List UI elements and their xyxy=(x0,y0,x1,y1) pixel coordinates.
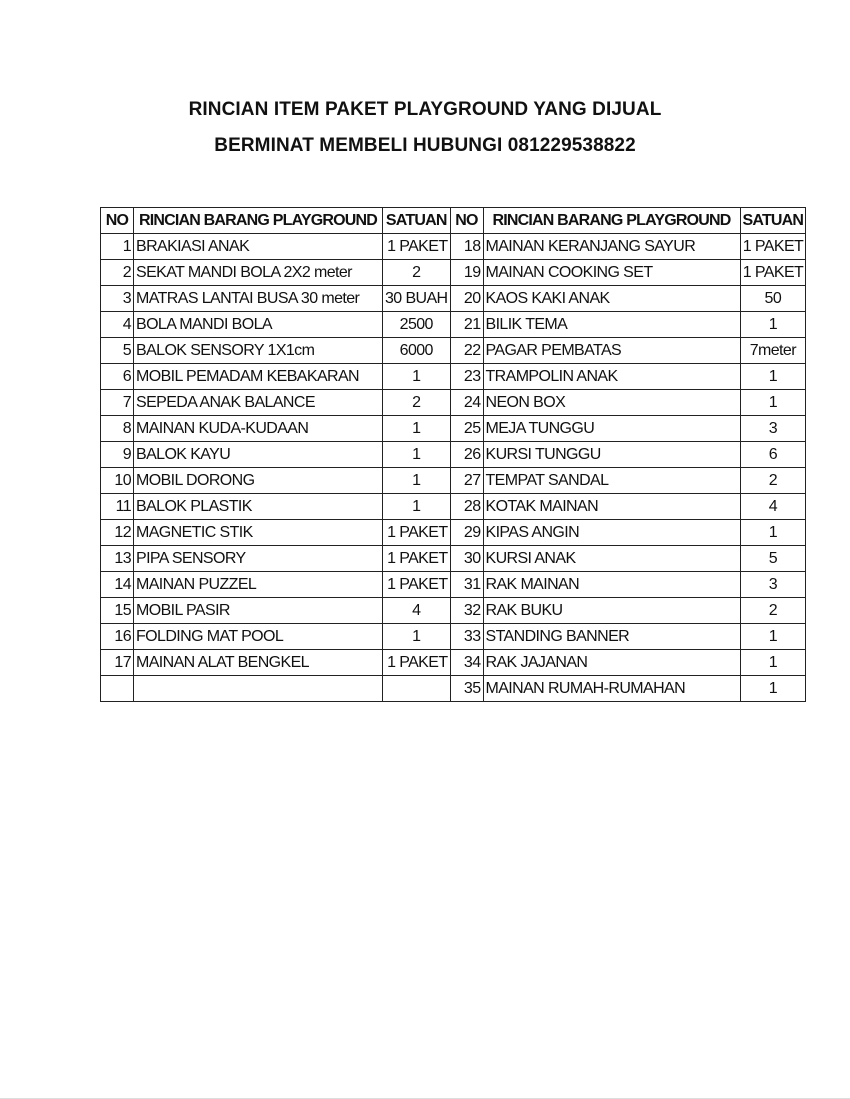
item-unit: 2 xyxy=(740,468,806,494)
item-name: BOLA MANDI BOLA xyxy=(134,312,383,338)
header-name: RINCIAN BARANG PLAYGROUND xyxy=(483,208,740,234)
empty-cell xyxy=(101,676,134,702)
item-number: 5 xyxy=(101,338,134,364)
item-unit: 2500 xyxy=(383,312,451,338)
item-number: 25 xyxy=(450,416,483,442)
table-row xyxy=(101,416,806,442)
item-name: TEMPAT SANDAL xyxy=(483,468,740,494)
item-name: MAINAN RUMAH-RUMAHAN xyxy=(483,676,740,702)
item-unit: 3 xyxy=(740,416,806,442)
item-number: 31 xyxy=(450,572,483,598)
item-unit: 1 xyxy=(740,520,806,546)
item-name: BALOK SENSORY 1X1cm xyxy=(134,338,383,364)
table-row xyxy=(101,312,806,338)
item-name: KOTAK MAINAN xyxy=(483,494,740,520)
item-unit: 1 xyxy=(383,624,451,650)
item-number: 17 xyxy=(101,650,134,676)
item-name: KURSI TUNGGU xyxy=(483,442,740,468)
item-number: 15 xyxy=(101,598,134,624)
item-name: SEPEDA ANAK BALANCE xyxy=(134,390,383,416)
item-unit: 1 xyxy=(383,494,451,520)
item-name: MEJA TUNGGU xyxy=(483,416,740,442)
table-row xyxy=(101,598,806,624)
item-unit: 4 xyxy=(740,494,806,520)
item-unit: 1 xyxy=(740,676,806,702)
item-number: 24 xyxy=(450,390,483,416)
item-number: 10 xyxy=(101,468,134,494)
table-row xyxy=(101,624,806,650)
item-unit: 1 PAKET xyxy=(383,234,451,260)
item-number: 22 xyxy=(450,338,483,364)
item-name: BILIK TEMA xyxy=(483,312,740,338)
table-row xyxy=(101,546,806,572)
item-number: 7 xyxy=(101,390,134,416)
item-number: 34 xyxy=(450,650,483,676)
item-number: 35 xyxy=(450,676,483,702)
item-unit: 2 xyxy=(740,598,806,624)
item-unit: 6000 xyxy=(383,338,451,364)
item-unit: 1 PAKET xyxy=(383,546,451,572)
item-number: 18 xyxy=(450,234,483,260)
item-unit: 1 xyxy=(740,390,806,416)
table-row xyxy=(101,338,806,364)
item-name: NEON BOX xyxy=(483,390,740,416)
item-unit: 7meter xyxy=(740,338,806,364)
document-header xyxy=(0,96,850,160)
item-unit: 1 xyxy=(740,650,806,676)
item-number: 23 xyxy=(450,364,483,390)
item-name: BALOK PLASTIK xyxy=(134,494,383,520)
empty-cell xyxy=(383,676,451,702)
empty-cell xyxy=(134,676,383,702)
item-unit: 3 xyxy=(740,572,806,598)
header-unit: SATUAN xyxy=(740,208,806,234)
item-name: MAINAN ALAT BENGKEL xyxy=(134,650,383,676)
item-unit: 1 PAKET xyxy=(740,260,806,286)
table-row xyxy=(101,572,806,598)
item-name: RAK JAJANAN xyxy=(483,650,740,676)
item-name: BALOK KAYU xyxy=(134,442,383,468)
item-name: MAINAN KUDA-KUDAAN xyxy=(134,416,383,442)
item-number: 28 xyxy=(450,494,483,520)
playground-items-table xyxy=(100,207,806,702)
table-row xyxy=(101,260,806,286)
item-number: 9 xyxy=(101,442,134,468)
item-unit: 1 xyxy=(383,442,451,468)
item-name: KURSI ANAK xyxy=(483,546,740,572)
item-unit: 6 xyxy=(740,442,806,468)
item-name: TRAMPOLIN ANAK xyxy=(483,364,740,390)
item-number: 8 xyxy=(101,416,134,442)
item-unit: 1 PAKET xyxy=(383,520,451,546)
item-number: 4 xyxy=(101,312,134,338)
table-row xyxy=(101,286,806,312)
header-name: RINCIAN BARANG PLAYGROUND xyxy=(134,208,383,234)
item-number: 20 xyxy=(450,286,483,312)
item-name: RAK BUKU xyxy=(483,598,740,624)
item-name: MOBIL PASIR xyxy=(134,598,383,624)
item-number: 16 xyxy=(101,624,134,650)
item-unit: 30 BUAH xyxy=(383,286,451,312)
item-unit: 4 xyxy=(383,598,451,624)
item-name: PAGAR PEMBATAS xyxy=(483,338,740,364)
item-unit: 1 xyxy=(740,312,806,338)
item-unit: 1 PAKET xyxy=(740,234,806,260)
item-number: 13 xyxy=(101,546,134,572)
header-no: NO xyxy=(101,208,134,234)
item-number: 6 xyxy=(101,364,134,390)
item-number: 33 xyxy=(450,624,483,650)
item-unit: 5 xyxy=(740,546,806,572)
item-unit: 1 PAKET xyxy=(383,572,451,598)
item-number: 21 xyxy=(450,312,483,338)
table-row xyxy=(101,676,806,702)
item-unit: 50 xyxy=(740,286,806,312)
table-row xyxy=(101,442,806,468)
item-name: MATRAS LANTAI BUSA 30 meter xyxy=(134,286,383,312)
item-unit: 2 xyxy=(383,390,451,416)
item-number: 30 xyxy=(450,546,483,572)
item-name: BRAKIASI ANAK xyxy=(134,234,383,260)
item-unit: 1 PAKET xyxy=(383,650,451,676)
item-number: 19 xyxy=(450,260,483,286)
document-title: RINCIAN ITEM PAKET PLAYGROUND YANG DIJUAL xyxy=(188,99,662,120)
item-number: 14 xyxy=(101,572,134,598)
item-name: RAK MAINAN xyxy=(483,572,740,598)
item-name: MOBIL DORONG xyxy=(134,468,383,494)
item-name: SEKAT MANDI BOLA 2X2 meter xyxy=(134,260,383,286)
item-number: 32 xyxy=(450,598,483,624)
item-unit: 1 xyxy=(383,416,451,442)
item-name: KAOS KAKI ANAK xyxy=(483,286,740,312)
item-number: 27 xyxy=(450,468,483,494)
table-row xyxy=(101,364,806,390)
item-name: PIPA SENSORY xyxy=(134,546,383,572)
document-subtitle: BERMINAT MEMBELI HUBUNGI 081229538822 xyxy=(214,135,636,156)
table-row xyxy=(101,650,806,676)
item-number: 1 xyxy=(101,234,134,260)
table-row xyxy=(101,494,806,520)
item-unit: 1 xyxy=(383,468,451,494)
item-name: MAGNETIC STIK xyxy=(134,520,383,546)
table-row xyxy=(101,520,806,546)
table-row xyxy=(101,390,806,416)
item-number: 26 xyxy=(450,442,483,468)
item-unit: 1 xyxy=(740,364,806,390)
header-no: NO xyxy=(450,208,483,234)
item-name: MAINAN KERANJANG SAYUR xyxy=(483,234,740,260)
item-number: 11 xyxy=(101,494,134,520)
item-name: STANDING BANNER xyxy=(483,624,740,650)
item-name: MAINAN COOKING SET xyxy=(483,260,740,286)
table-header-row xyxy=(101,208,806,234)
item-number: 29 xyxy=(450,520,483,546)
table-row xyxy=(101,468,806,494)
item-name: FOLDING MAT POOL xyxy=(134,624,383,650)
item-number: 3 xyxy=(101,286,134,312)
item-name: KIPAS ANGIN xyxy=(483,520,740,546)
item-unit: 1 xyxy=(740,624,806,650)
table-row xyxy=(101,234,806,260)
item-name: MOBIL PEMADAM KEBAKARAN xyxy=(134,364,383,390)
item-number: 2 xyxy=(101,260,134,286)
item-unit: 1 xyxy=(383,364,451,390)
item-name: MAINAN PUZZEL xyxy=(134,572,383,598)
item-unit: 2 xyxy=(383,260,451,286)
item-number: 12 xyxy=(101,520,134,546)
header-unit: SATUAN xyxy=(383,208,451,234)
